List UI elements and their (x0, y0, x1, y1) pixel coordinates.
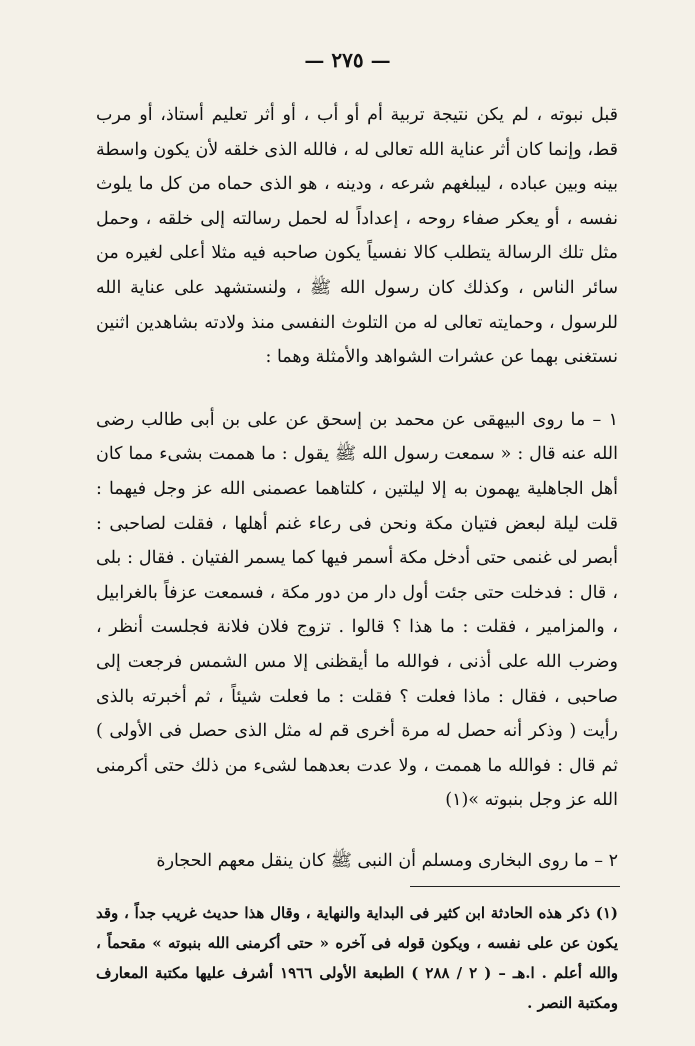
body-text (96, 98, 618, 878)
first-witness-paragraph: ١ – ما روى البيهقى عن محمد بن إسحق عن على بن أبى طالب رضى الله عنه قال : « سمعت رسول الله ﷺ يقول : ما هممت بشىء مما كان أهل الجاهلية يهمون به إلا ليلتين ، كلتاهما عصمنى الله عز وجل فيهما : قلت ليلة لبعض فتيان مكة ونحن فى رعاء غنم أهلها ، فقلت لصاحبى : أبصر لى غنمى حتى أدخل مكة أسمر فيها كما يسمر الفتيان . فقال : بلى ، قال : فدخلت حتى جئت أول دار من دور مكة ، فسمعت عزفاً بالغرابيل ، والمزامير ، فقلت : ما هذا ؟ قالوا . تزوج فلان فلانة فجلست أنظر ، وضرب الله على أذنى ، فوالله ما أيقظنى إلا مس الشمس فرجعت إلى صاحبى ، فقال : ماذا فعلت ؟ فقلت : ما فعلت شيئاً ، ثم أخبرته بالذى رأيت ( وذكر أنه حصل له مرة أخرى قم له مثل الذى حصل فى الأولى ) ثم قال : فوالله ما هممت ، ولا عدت بعدهما لشىء من ذلك حتى أكرمنى الله عز وجل بنبوته »(١) (96, 409, 618, 811)
second-witness-paragraph: ٢ – ما روى البخارى ومسلم أن النبى ﷺ كان ينقل معهم الحجارة (156, 850, 618, 871)
intro-paragraph: قبل نبوته ، لم يكن نتيجة تربية أم أو أب ، أو أثر تعليم أستاذ، أو مرب قط، وإنما كان أثر عناية الله تعالى له ، فالله الذى خلقه لأن يكون واسطة بينه وبين عباده ، ليبلغهم شرعه ، ودينه ، هو الذى حماه من كل ما يلوث نفسه ، أو يعكر صفاء روحه ، إعداداً له لحمل رسالته إلى خلقه ، وحمل مثل تلك الرسالة يتطلب كالا نفسياً يكون صاحبه فيه مثلا أعلى لغيره من سائر الناس ، وكذلك كان رسول الله ﷺ ، ولنستشهد على عناية الله للرسول ، وحمايته تعالى له من التلوث النفسى منذ ولادته بشاهدين اثنين نستغنى بهما عن عشرات الشواهد والأمثلة وهما : (96, 105, 618, 368)
footnote: (١) ذكر هذه الحادثة ابن كثير فى البداية والنهاية ، وقال هذا حديث غريب جداً ، وقد يكون عن على نفسه ، ويكون قوله فى آخره « حتى أكرمنى الله بنبوته » مقحماً ، والله أعلم . ا.هـ – ( ٢ / ٢٨٨ ) الطبعة الأولى ١٩٦٦ أشرف عليها مكتبة المعارف ومكتبة النصر . (96, 904, 618, 1012)
page-number: — ٢٧٥ — (304, 48, 391, 72)
footnote-divider (410, 886, 620, 887)
